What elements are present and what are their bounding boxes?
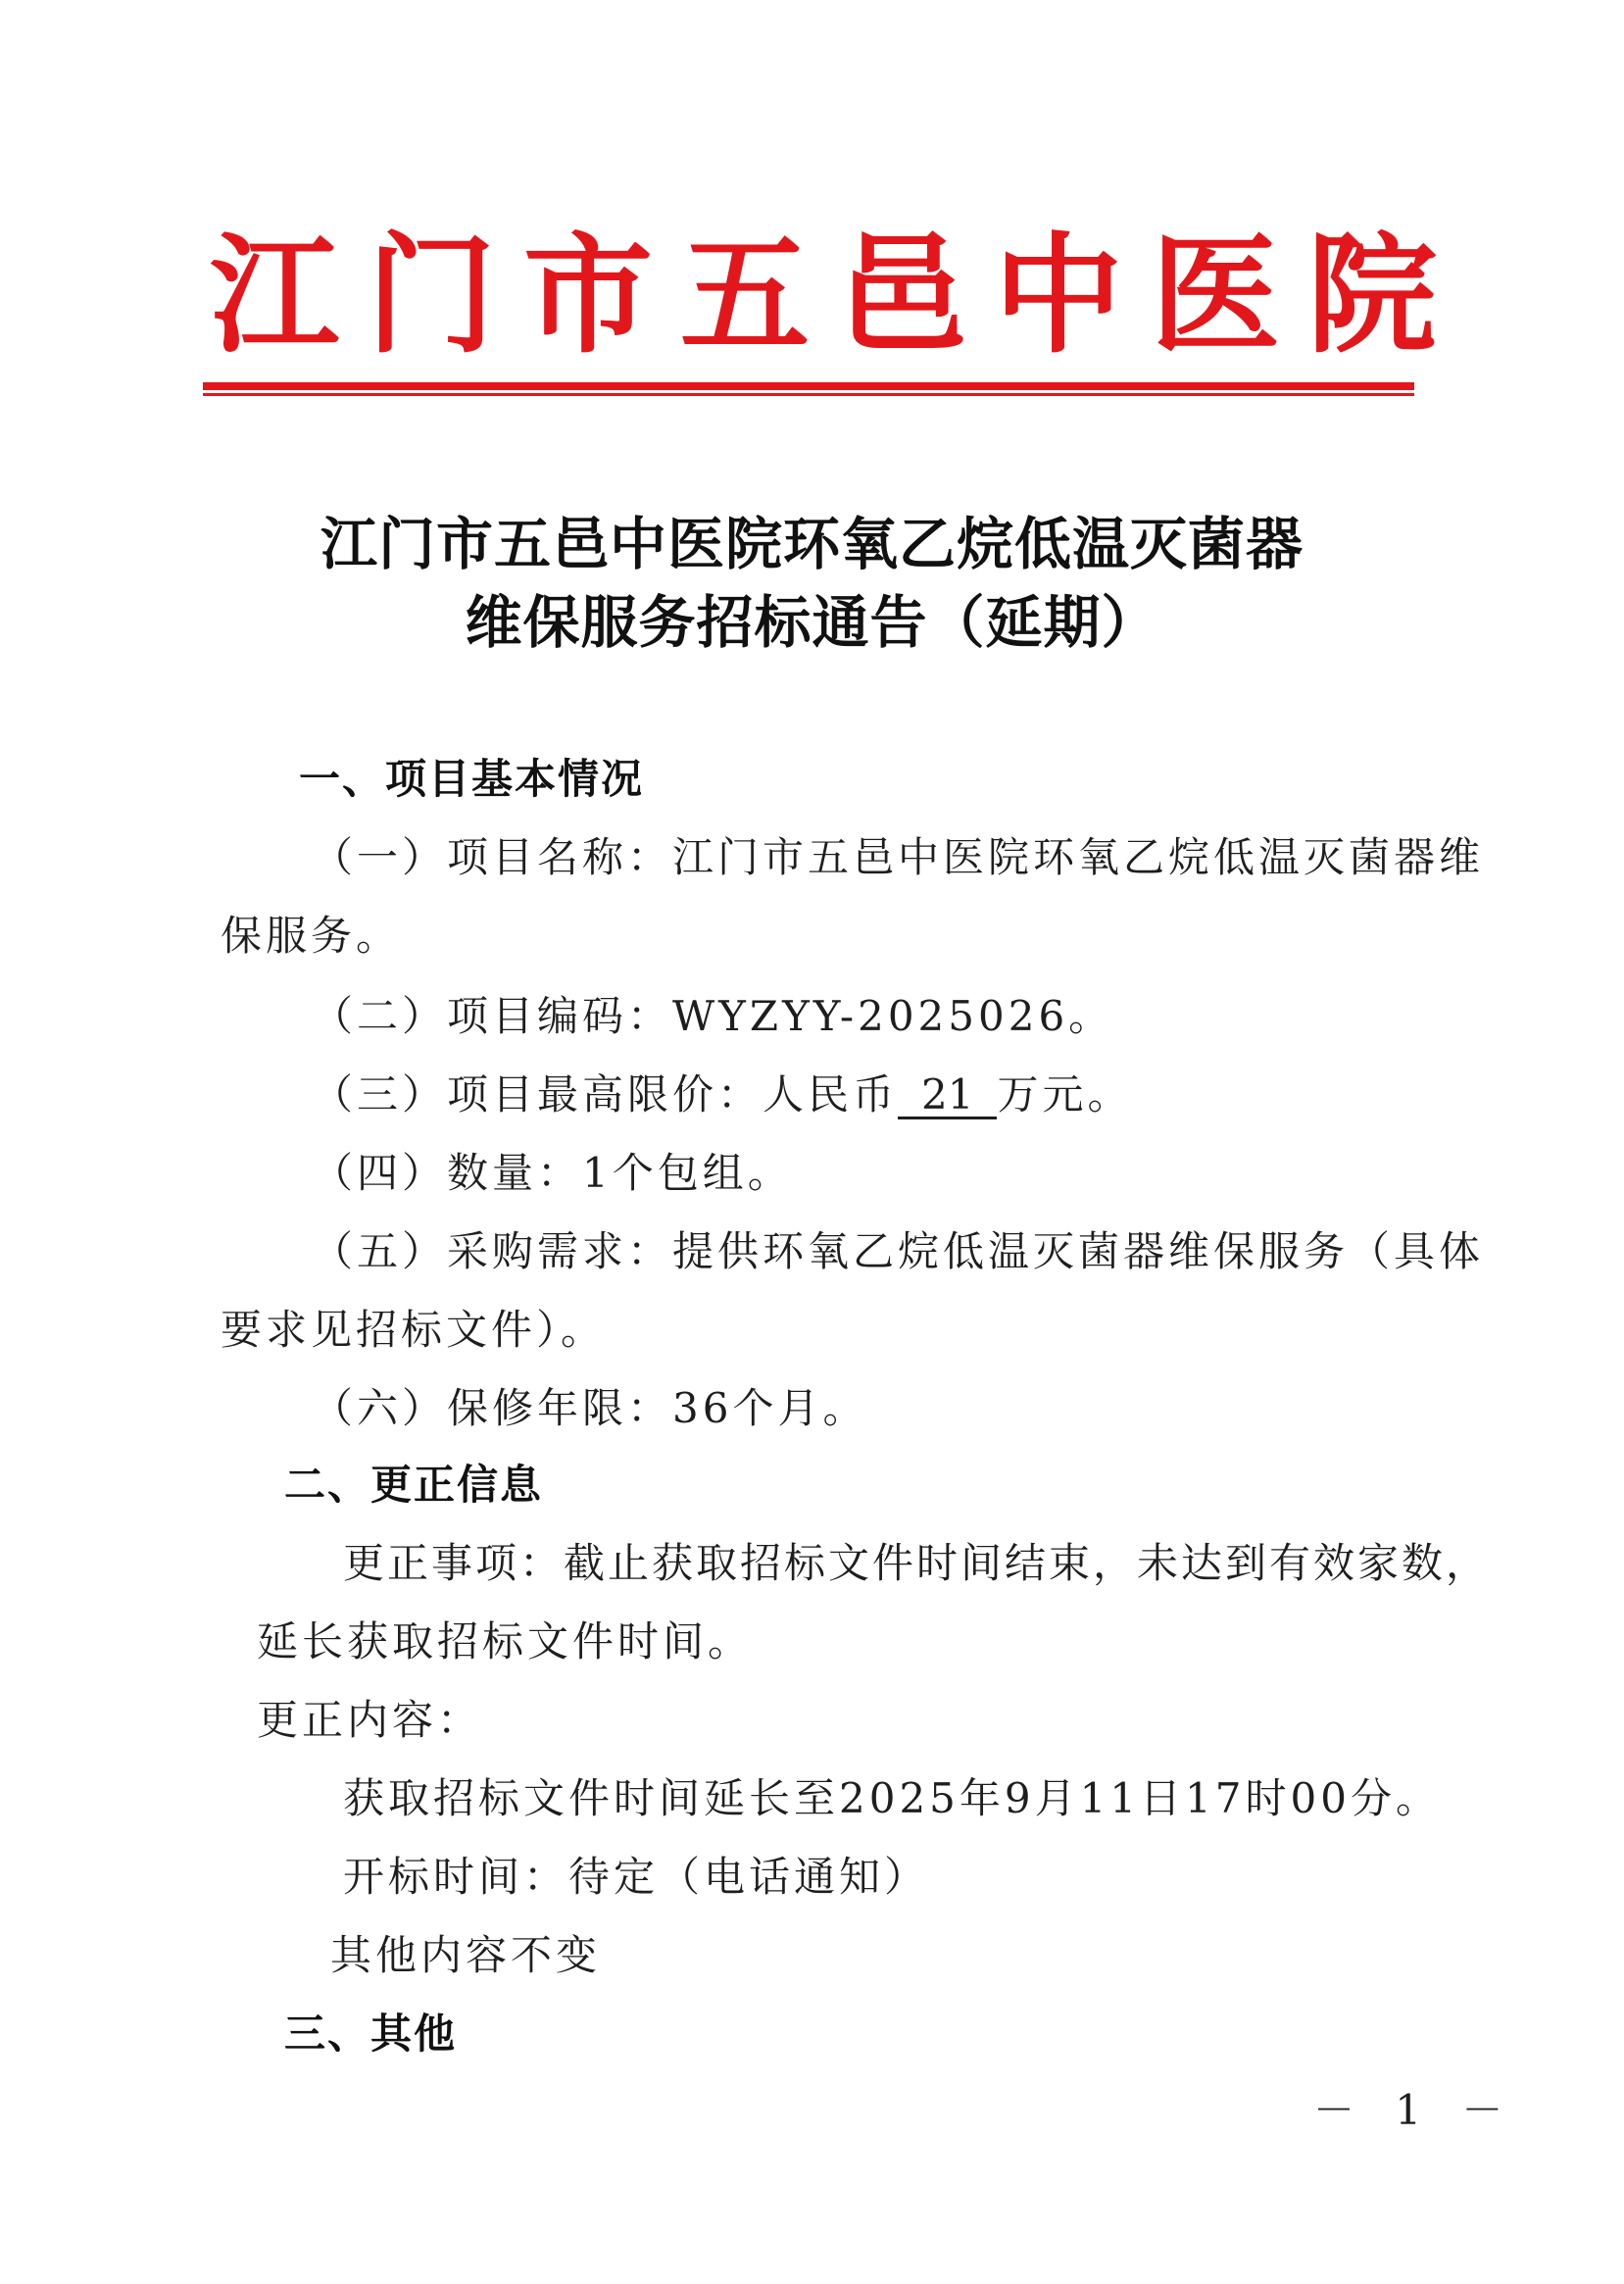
letterhead-rule-thick: [203, 382, 1414, 390]
letterhead-char: 中: [994, 220, 1123, 372]
paragraph-project-code: （二）项目编码：WYZYY-2025026。: [312, 992, 1114, 1040]
max-price-amount: 21: [898, 1073, 997, 1119]
project-name-label: （一）项目名称：: [312, 833, 673, 881]
correction-content-label: 更正内容：: [257, 1696, 483, 1744]
paragraph-project-name-cont: 保服务。: [221, 912, 402, 960]
paragraph-procurement-needs: （五）采购需求：提供环氧乙烷低温灭菌器维保服务（具体: [312, 1227, 1485, 1275]
section-heading-correction: 二、更正信息: [284, 1461, 544, 1509]
letterhead-char: 门: [367, 220, 496, 372]
document-title-line-1: 江门市五邑中医院环氧乙烷低温灭菌器: [320, 511, 1304, 577]
max-price-prefix: （三）项目最高限价：人民币: [312, 1070, 899, 1118]
project-name-value: 江门市五邑中医院环氧乙烷低温灭菌器维: [672, 833, 1485, 881]
letterhead-char: 医: [1151, 220, 1280, 372]
paragraph-warranty: （六）保修年限：36个月。: [312, 1384, 868, 1432]
paragraph-bid-opening-time: 开标时间：待定（电话通知）: [343, 1853, 930, 1901]
paragraph-procurement-needs-cont: 要求见招标文件）。: [221, 1306, 607, 1354]
letterhead-char: 江: [210, 220, 339, 372]
page-number: － 1 －: [1313, 2086, 1517, 2134]
letterhead-rule-thin: [203, 393, 1414, 396]
letterhead-char: 院: [1307, 220, 1437, 372]
max-price-suffix: 万元。: [997, 1070, 1133, 1118]
paragraph-quantity: （四）数量：1个包组。: [312, 1149, 793, 1197]
paragraph-max-price: [312, 1063, 1132, 1121]
paragraph-other-unchanged: 其他内容不变: [330, 1931, 602, 1979]
document-title-line-2: 维保服务招标通告（延期）: [465, 589, 1159, 656]
letterhead-char: 邑: [837, 220, 966, 372]
letterhead-char: 市: [523, 220, 653, 372]
paragraph-correction-matter-cont: 延长获取招标文件时间。: [257, 1617, 754, 1665]
section-heading-basic-info: 一、项目基本情况: [299, 755, 645, 803]
paragraph-extended-deadline: 获取招标文件时间延长至2025年9月11日17时00分。: [343, 1774, 1441, 1822]
section-heading-other: 三、其他: [284, 2010, 458, 2058]
paragraph-correction-matter: 更正事项：截止获取招标文件时间结束，未达到有效家数，: [343, 1539, 1491, 1587]
letterhead: [201, 218, 1446, 374]
letterhead-char: 五: [680, 220, 810, 372]
paragraph-project-name: [312, 825, 1484, 884]
